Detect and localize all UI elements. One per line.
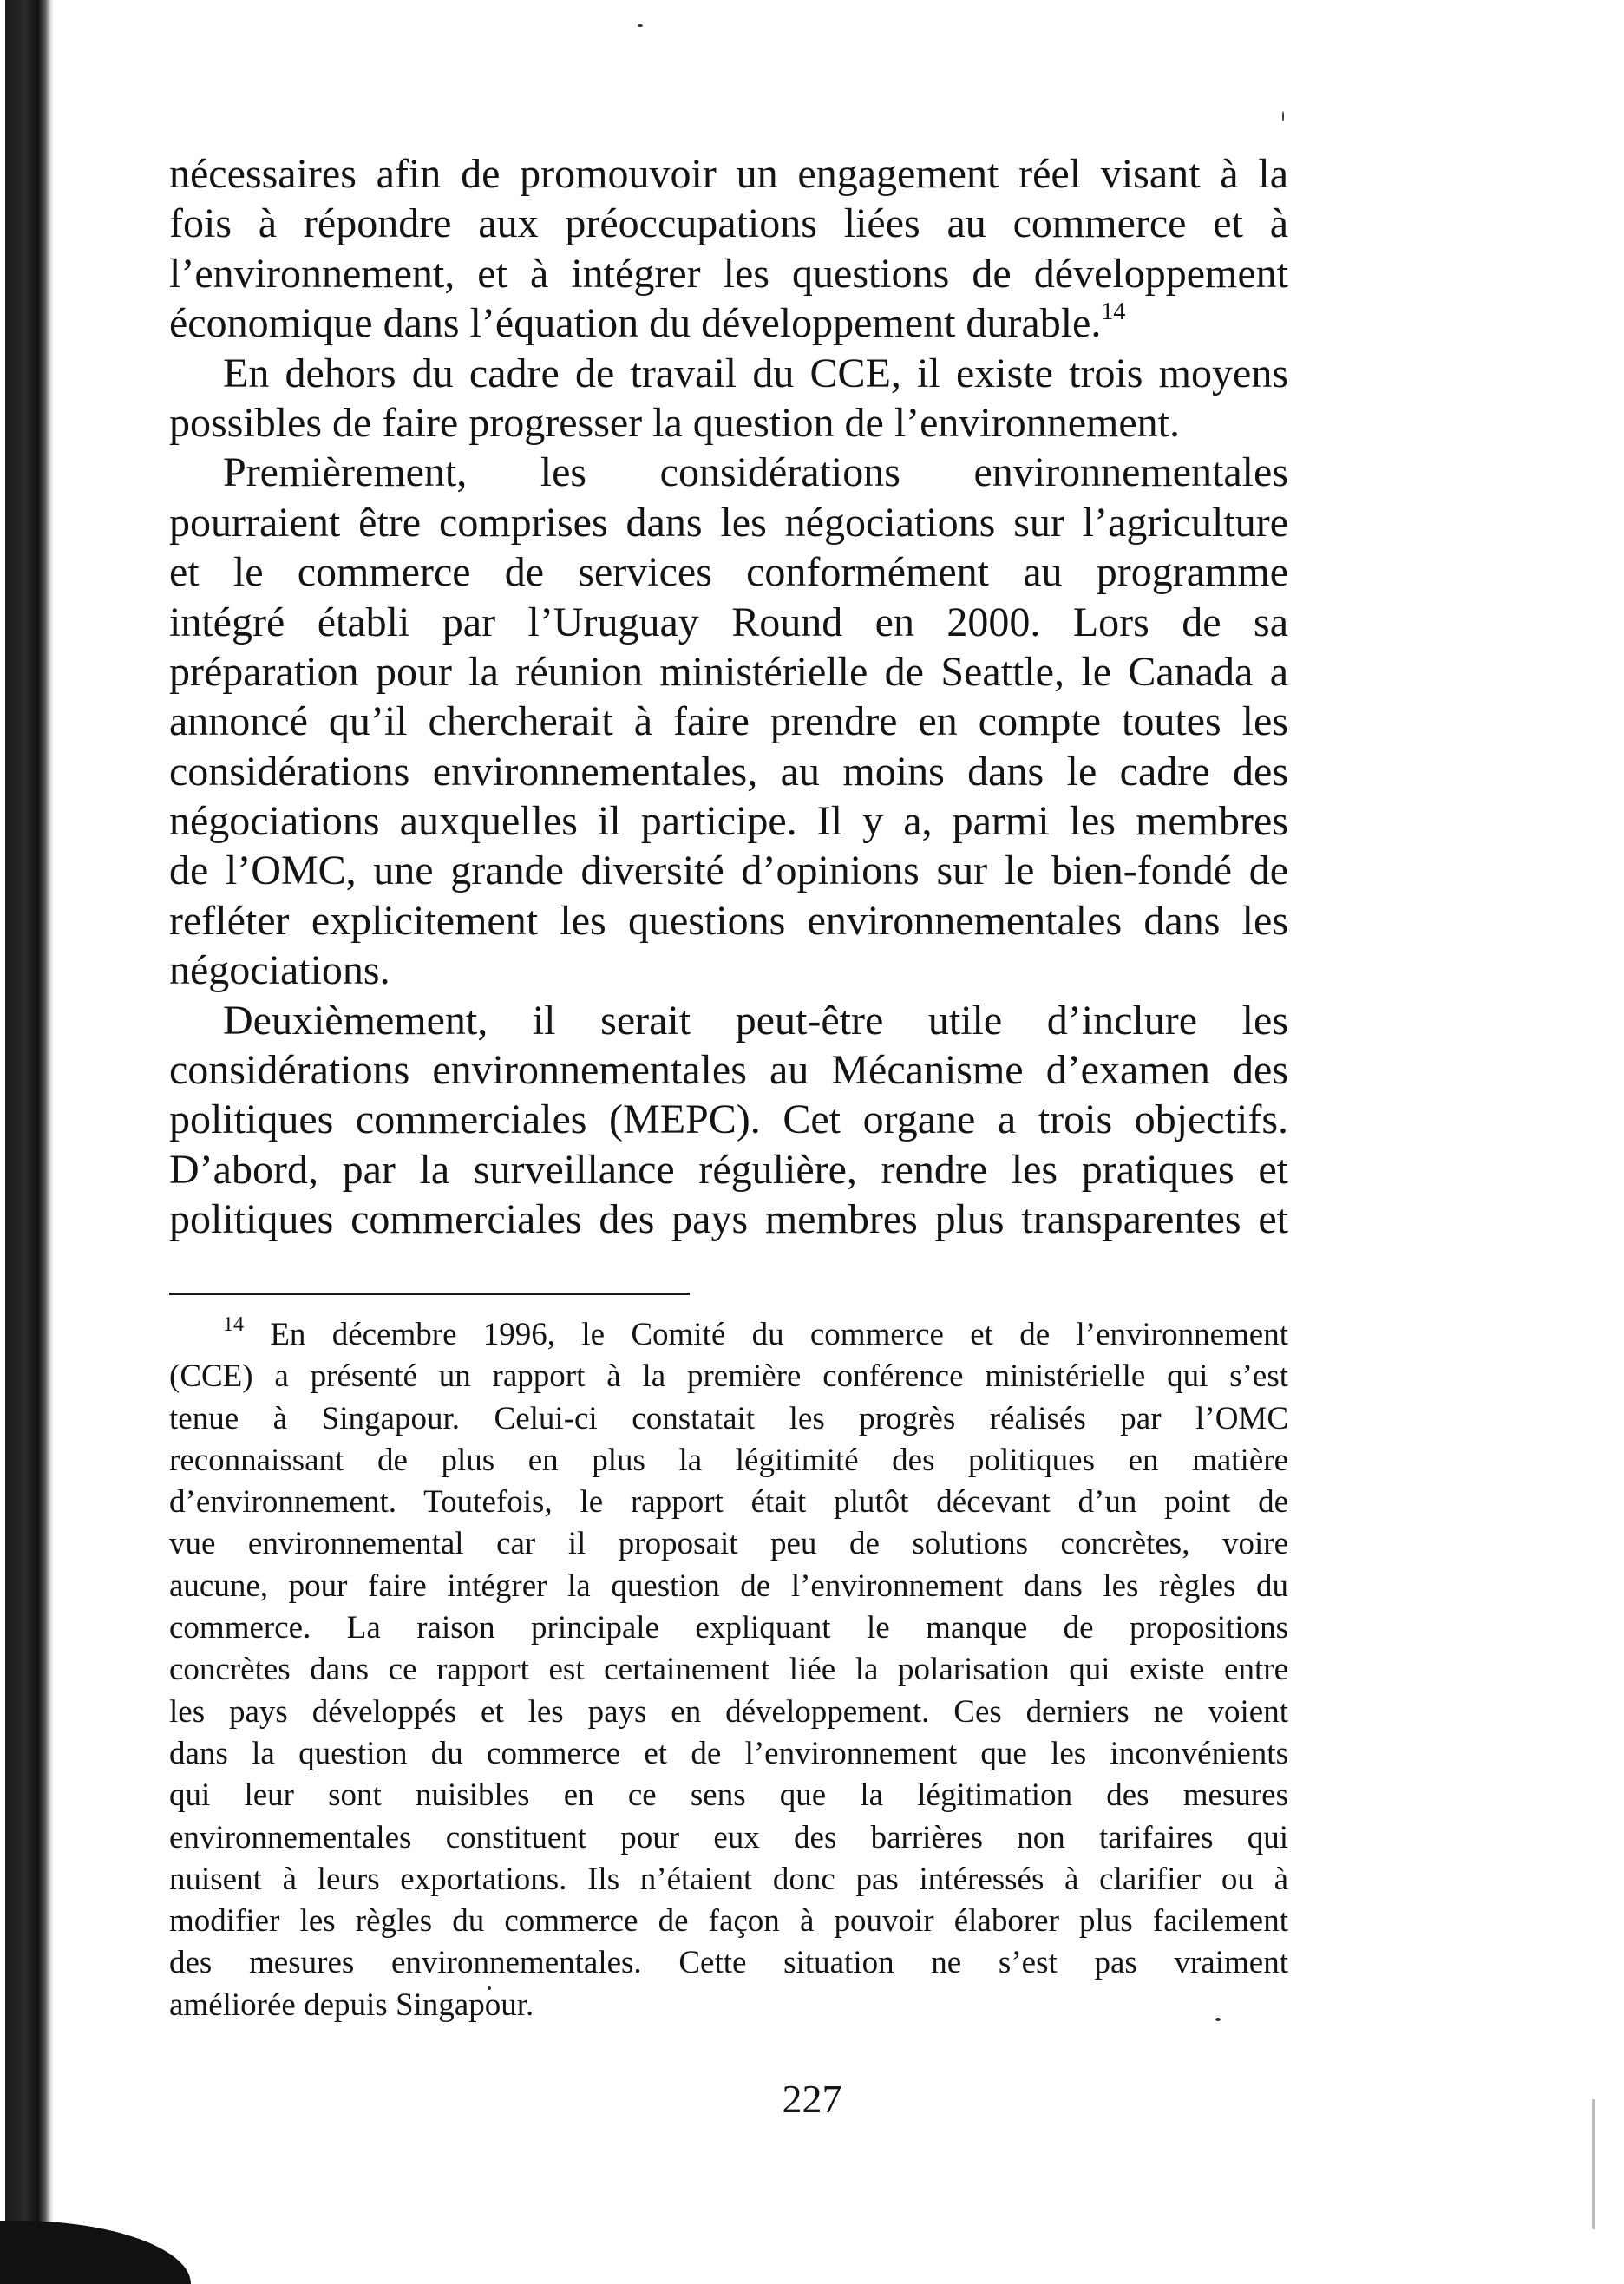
paragraph-2 <box>169 349 1288 448</box>
paragraph-4 <box>169 996 1288 1245</box>
text-line: politiques commerciales des pays membres plus transparentes et <box>169 1196 1288 1243</box>
footnote-line: environnementales constituent pour eux des barrières non tarifaires qui <box>169 1819 1288 1855</box>
footnote-number: 14 <box>223 1313 244 1336</box>
text-line: considérations environnementales au Mécanisme d’examen des <box>169 1047 1288 1094</box>
text-line: D’abord, par la surveillance régulière, rendre les pratiques et <box>169 1146 1288 1193</box>
text-line: fois à répondre aux préoccupations liées au commerce et à <box>169 200 1288 247</box>
scan-speck <box>638 24 643 27</box>
footnote-line: qui leur sont nuisibles en ce sens que la légitimation des mesures <box>169 1777 1288 1814</box>
text-line: l’environnement, et à intégrer les questions de développement <box>169 250 1288 297</box>
text-line: possibles de faire progresser la question de l’environnement. <box>169 399 1180 446</box>
text-line: Deuxièmement, il serait peut-être utile d’inclure les <box>223 997 1288 1044</box>
footnote-line: (CCE) a présenté un rapport à la première conférence ministérielle qui s’est <box>169 1358 1288 1395</box>
footnote-line: tenue à Singapour. Celui-ci constatait les progrès réalisés par l’OMC <box>169 1400 1288 1436</box>
footnote-14 <box>169 1314 1288 2026</box>
text-line: Premièrement, les considérations environnementales <box>223 449 1288 496</box>
footnote-line: d’environnement. Toutefois, le rapport était plutôt décevant d’un point de <box>169 1484 1288 1521</box>
text-line: nécessaires afin de promouvoir un engagement réel visant à la <box>169 151 1288 197</box>
text-line: de l’OMC, une grande diversité d’opinions sur le bien-fondé de <box>169 848 1288 894</box>
text-line: annoncé qu’il chercherait à faire prendre en compte toutes les <box>169 698 1288 745</box>
footnote-line: des mesures environnementales. Cette situation ne s’est pas vraiment <box>169 1945 1288 1981</box>
footnote-line: les pays développés et les pays en développement. Ces derniers ne voient <box>169 1693 1288 1730</box>
footnote-line: reconnaissant de plus en plus la légitimité des politiques en matière <box>169 1442 1288 1478</box>
footnote-line: concrètes dans ce rapport est certainement liée la polarisation qui existe entre <box>169 1652 1288 1688</box>
paragraph-1 <box>169 149 1288 349</box>
footnote-line-content: En décembre 1996, le Comité du commerce et de l’environnement <box>270 1317 1289 1352</box>
footnote-reference: 14 <box>1101 298 1126 326</box>
text-line: En dehors du cadre de travail du CCE, il existe trois moyens <box>223 350 1288 396</box>
text-line-content: économique dans l’équation du développement durable. <box>169 300 1102 347</box>
text-line: refléter explicitement les questions environnementales dans les <box>169 897 1288 944</box>
text-line: intégré établi par l’Uruguay Round en 2000. Lors de sa <box>169 599 1288 645</box>
footnote-line: commerce. La raison principale expliquant le manque de propositions <box>169 1610 1288 1646</box>
text-line: négociations. <box>169 947 390 994</box>
footnote-line: aucune, pour faire intégrer la question de l’environnement dans les règles du <box>169 1567 1288 1604</box>
footnote-line: vue environnemental car il proposait peu de solutions concrètes, voire <box>169 1526 1288 1562</box>
footnote-line <box>169 1314 1288 1356</box>
footnote-line: dans la question du commerce et de l’environnement que les inconvénients <box>169 1735 1288 1771</box>
text-line <box>169 298 1288 348</box>
text-line: politiques commerciales (MEPC). Cet organe a trois objectifs. <box>169 1096 1288 1143</box>
text-line: négociations auxquelles il participe. Il y a, parmi les membres <box>169 798 1288 845</box>
page-binding-shadow <box>0 2221 191 2284</box>
text-line: considérations environnementales, au moins dans le cadre des <box>169 748 1288 795</box>
main-body-text <box>169 149 1288 1245</box>
text-line: et le commerce de services conformément au programme <box>169 549 1288 596</box>
paragraph-3 <box>169 448 1288 995</box>
page-binding-edge <box>0 0 54 2284</box>
footnote-line: améliorée depuis Singapour. <box>169 1986 534 2023</box>
footnote-separator <box>169 1293 690 1295</box>
page-number: 227 <box>782 2077 842 2121</box>
text-line: préparation pour la réunion ministérielle de Seattle, le Canada a <box>169 648 1288 695</box>
scan-speck <box>1282 111 1284 121</box>
footnote-line: nuisent à leurs exportations. Ils n’étaient donc pas intéressés à clarifier ou à <box>169 1861 1288 1897</box>
text-line: pourraient être comprises dans les négociations sur l’agriculture <box>169 499 1288 546</box>
footnote-line: modifier les règles du commerce de façon à pouvoir élaborer plus facilement <box>169 1903 1288 1940</box>
